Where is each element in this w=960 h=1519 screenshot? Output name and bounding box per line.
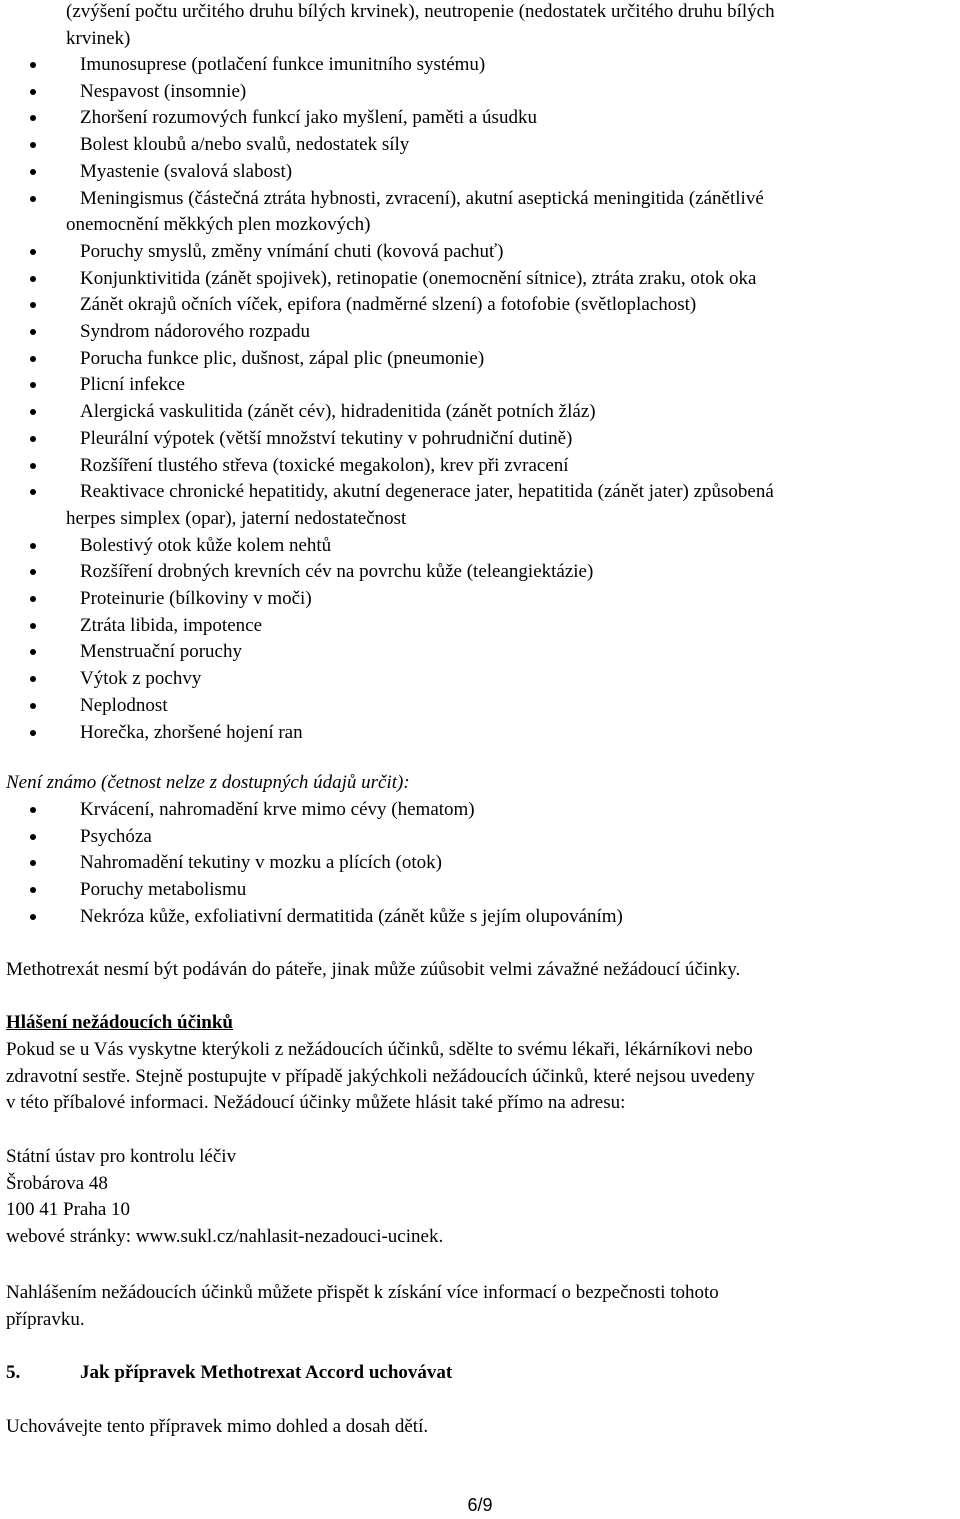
list-item: Rozšíření tlustého střeva (toxické megakolon), krev při zvracení <box>0 453 958 480</box>
list-item: Myastenie (svalová slabost) <box>0 159 958 186</box>
reporting-text <box>6 1037 954 1117</box>
side-effects-list <box>0 52 958 746</box>
list-item-text: Meningismus (částečná ztráta hybnosti, zvracení), akutní aseptická meningitida (zánětlivé <box>80 187 764 209</box>
reporting-line: v této příbalové informaci. Nežádoucí účinky můžete hlásit také přímo na adresu: <box>6 1092 626 1114</box>
address-line: Státní ústav pro kontrolu léčiv <box>6 1146 237 1167</box>
reporting-line: Pokud se u Vás vyskytne kterýkoli z nežádoucích účinků, sdělte to svému lékaři, lékárníkovi nebo <box>6 1039 753 1060</box>
list-item: Imunosuprese (potlačení funkce imunitního systému) <box>0 52 958 79</box>
continuation-line: krvinek) <box>66 27 131 49</box>
list-item-wrap: onemocnění měkkých plen mozkových) <box>66 214 371 236</box>
list-item: Porucha funkce plic, dušnost, zápal plic (pneumonie) <box>0 346 958 373</box>
closing-line: přípravku. <box>6 1308 85 1330</box>
list-item: Psychóza <box>0 824 958 851</box>
list-item: Neplodnost <box>0 693 958 720</box>
continuation-line: (zvýšení počtu určitého druhu bílých krvinek), neutropenie (nedostatek určitého druhu bílých <box>66 1 775 22</box>
continuation-text <box>66 0 958 52</box>
list-item <box>0 186 958 239</box>
page-number: 6/9 <box>467 1495 493 1515</box>
address-line: 100 41 Praha 10 <box>6 1199 131 1221</box>
reporting-closing <box>6 1280 954 1333</box>
list-item: Proteinurie (bílkoviny v moči) <box>0 586 958 613</box>
list-item: Menstruační poruchy <box>0 639 958 666</box>
list-item: Syndrom nádorového rozpadu <box>0 319 958 346</box>
address-line: Šrobárova 48 <box>6 1172 108 1194</box>
reporting-address <box>6 1144 954 1251</box>
list-item: Nekróza kůže, exfoliativní dermatitida (zánět kůže s jejím olupováním) <box>0 904 958 931</box>
list-item: Poruchy smyslů, změny vnímání chuti (kovová pachuť) <box>0 239 958 266</box>
section-number: 5. <box>6 1362 21 1383</box>
list-item-wrap: herpes simplex (opar), jaterní nedostatečnost <box>66 507 407 529</box>
list-item-text: Reaktivace chronické hepatitidy, akutní degenerace jater, hepatitida (zánět jater) způsobená <box>80 481 774 503</box>
list-item: Bolestivý otok kůže kolem nehtů <box>0 533 958 560</box>
reporting-line: zdravotní sestře. Stejně postupujte v případě jakýchkoli nežádoucích účinků, které nejsou uvedeny <box>6 1065 755 1087</box>
section-title: Jak přípravek Methotrexat Accord uchovávat <box>80 1362 453 1383</box>
reporting-heading: Hlášení nežádoucích účinků <box>6 1012 233 1033</box>
list-item: Pleurální výpotek (větší množství tekutiny v pohrudniční dutině) <box>0 426 958 453</box>
list-item: Horečka, zhoršené hojení ran <box>0 720 958 747</box>
methotrexat-note: Methotrexát nesmí být podáván do páteře, jinak může zúůsobit velmi závažné nežádoucí účinky. <box>6 959 741 980</box>
frequency-unknown-heading: Není známo (četnost nelze z dostupných údajů určit): <box>6 772 410 793</box>
list-item: Konjunktivitida (zánět spojivek), retinopatie (onemocnění sítnice), ztráta zraku, otok oka <box>0 266 958 293</box>
address-line: webové stránky: www.sukl.cz/nahlasit-nezadouci-ucinek. <box>6 1226 444 1248</box>
list-item <box>0 479 958 532</box>
list-item: Plicní infekce <box>0 372 958 399</box>
list-item: Rozšíření drobných krevních cév na povrchu kůže (teleangiektázie) <box>0 559 958 586</box>
list-item: Zhoršení rozumových funkcí jako myšlení, paměti a úsudku <box>0 105 958 132</box>
list-item: Nespavost (insomnie) <box>0 79 958 106</box>
list-item: Ztráta libida, impotence <box>0 613 958 640</box>
section-text: Uchovávejte tento přípravek mimo dohled a dosah dětí. <box>6 1416 429 1437</box>
list-item: Zánět okrajů očních víček, epifora (nadměrné slzení) a fotofobie (světloplachost) <box>0 292 958 319</box>
list-item: Poruchy metabolismu <box>0 877 958 904</box>
list-item: Krvácení, nahromadění krve mimo cévy (hematom) <box>0 797 958 824</box>
list-item: Bolest kloubů a/nebo svalů, nedostatek síly <box>0 132 958 159</box>
list-item: Alergická vaskulitida (zánět cév), hidradenitida (zánět potních žláz) <box>0 399 958 426</box>
list-item: Výtok z pochvy <box>0 666 958 693</box>
unknown-frequency-list <box>0 797 958 931</box>
list-item: Nahromadění tekutiny v mozku a plících (otok) <box>0 850 958 877</box>
closing-line: Nahlášením nežádoucích účinků můžete přispět k získání více informací o bezpečnosti tohoto <box>6 1282 719 1303</box>
